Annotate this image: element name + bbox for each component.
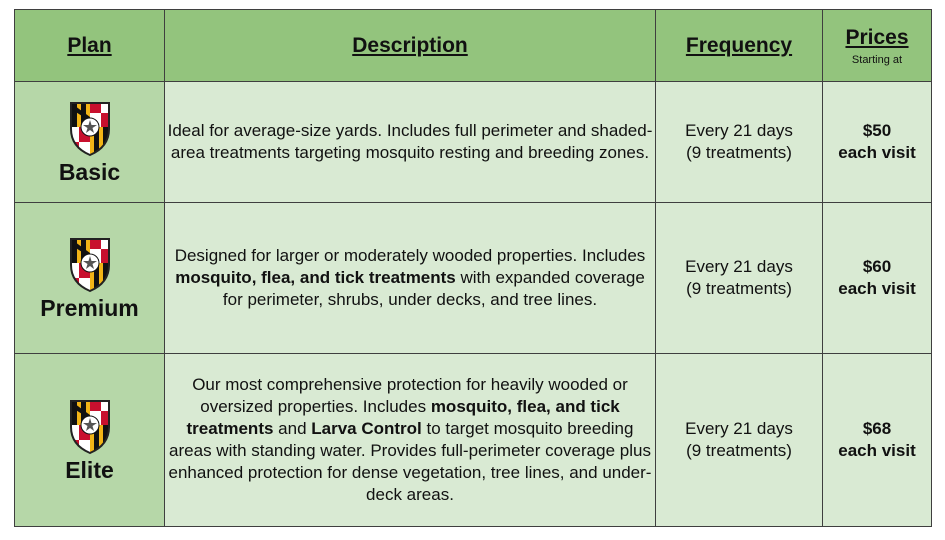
plan-name: Premium bbox=[40, 294, 139, 321]
frequency-cell bbox=[656, 203, 823, 354]
plan-name: Basic bbox=[58, 158, 121, 185]
header-plan bbox=[15, 10, 165, 82]
description-cell bbox=[165, 82, 656, 203]
header-frequency bbox=[656, 10, 823, 82]
pricing-table bbox=[14, 9, 932, 527]
plan-cell bbox=[15, 354, 165, 527]
plan-row-0 bbox=[15, 82, 932, 203]
frequency-cell bbox=[656, 82, 823, 203]
header-description bbox=[165, 10, 656, 82]
frequency-interval: Every 21 days bbox=[685, 419, 793, 438]
frequency-interval: Every 21 days bbox=[685, 121, 793, 140]
description-text: mosquito, flea, and tick treatments bbox=[186, 397, 620, 438]
price-unit: each visit bbox=[838, 143, 916, 162]
maryland-shield-icon bbox=[68, 99, 112, 157]
maryland-shield-icon bbox=[68, 235, 112, 293]
frequency-count: (9 treatments) bbox=[686, 143, 792, 162]
price-unit: each visit bbox=[838, 441, 916, 460]
header-plan-label: Plan bbox=[67, 33, 112, 57]
header-prices-label: Prices bbox=[845, 25, 909, 49]
description-text: Ideal for average-size yards. Includes full perimeter and shaded-area treatments targeting mosquito resting and breeding zones. bbox=[167, 121, 653, 162]
plan-name: Elite bbox=[65, 456, 114, 483]
price-amount: $68 bbox=[862, 419, 892, 438]
description-text: to target mosquito breeding areas with standing water. Provides full-perimeter coverage plus enhanced protection for dense vegetation, tree lines, and under-deck areas. bbox=[168, 419, 652, 504]
description-text: Designed for larger or moderately wooded properties. Includes bbox=[174, 246, 646, 265]
maryland-shield-icon bbox=[68, 397, 112, 455]
header-row bbox=[15, 10, 932, 82]
plan-row-2 bbox=[15, 354, 932, 527]
header-frequency-label: Frequency bbox=[685, 33, 793, 57]
description-cell bbox=[165, 203, 656, 354]
frequency-cell bbox=[656, 354, 823, 527]
price-cell bbox=[823, 82, 932, 203]
description-text: and bbox=[273, 419, 312, 438]
price-amount: $60 bbox=[862, 257, 892, 276]
frequency-count: (9 treatments) bbox=[686, 279, 792, 298]
description-text: with expanded coverage for perimeter, shrubs, under decks, and tree lines. bbox=[222, 268, 645, 309]
frequency-interval: Every 21 days bbox=[685, 257, 793, 276]
price-cell bbox=[823, 203, 932, 354]
plan-cell bbox=[15, 82, 165, 203]
description-text: Our most comprehensive protection for heavily wooded or oversized properties. Includes bbox=[192, 375, 628, 416]
header-prices bbox=[823, 10, 932, 82]
price-cell bbox=[823, 354, 932, 527]
frequency-count: (9 treatments) bbox=[686, 441, 792, 460]
plan-cell bbox=[15, 203, 165, 354]
header-prices-sublabel: Starting at bbox=[851, 53, 903, 66]
price-unit: each visit bbox=[838, 279, 916, 298]
plan-row-1 bbox=[15, 203, 932, 354]
description-text: Larva Control bbox=[311, 419, 422, 438]
header-description-label: Description bbox=[352, 33, 468, 57]
price-amount: $50 bbox=[862, 121, 892, 140]
description-cell bbox=[165, 354, 656, 527]
description-text: mosquito, flea, and tick treatments bbox=[175, 268, 456, 287]
